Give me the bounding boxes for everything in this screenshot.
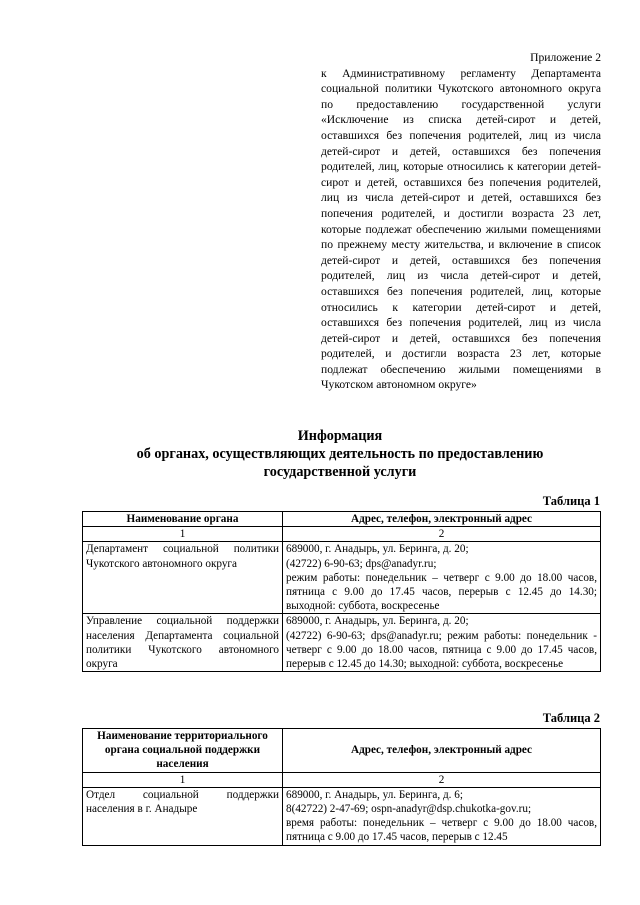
table1-number-row [83,527,601,542]
org-address: 689000, г. Анадырь, ул. Беринга, д. 6; [286,788,463,801]
appendix-header [321,50,601,393]
org-name: Отдел социальной поддержки населения в г. Анадыре [83,787,283,845]
org-address: 689000, г. Анадырь, ул. Беринга, д. 20; [286,615,469,628]
org-hours: режим работы: понедельник – четверг с 9.00 до 18.00 часов, пятница с 9.00 до 17.45 часов, перерыв с 12.45 до 14.30; выходной: суббота, воскресенье [286,571,597,613]
org-name: Департамент социальной политики Чукотского автономного округа [83,542,283,614]
org-address: 689000, г. Анадырь, ул. Беринга, д. 20; [286,543,469,556]
table-row [83,614,601,672]
table2 [82,728,601,846]
title-line-2: об органах, осуществляющих деятельность по предоставлению [136,446,544,462]
org-contacts [283,787,601,845]
table-row [83,787,601,845]
table1-col-number: 1 [83,527,283,542]
org-phone-email: 8(42722) 2-47-69; ospn-anadyr@dsp.chukotka-gov.ru; [286,803,532,816]
table1-header-row [83,512,601,527]
org-hours: время работы: понедельник – четверг с 9.00 до 18.00 часов, пятница с 9.00 до 17.45 часов, перерыв с 12.45 [286,817,597,844]
table2-caption: Таблица 2 [542,711,600,725]
table-row [83,542,601,614]
table2-col-number: 2 [283,772,601,787]
table2-number-row [83,772,601,787]
table2-col-number: 1 [83,772,283,787]
table1-header-address: Адрес, телефон, электронный адрес [283,512,601,527]
org-phone-email: (42722) 6-90-63; dps@anadyr.ru; режим работы: понедельник - четверг с 9.00 до 18.00 часов, пятница с 9.00 до 17.45 часов, перерыв с 12.45 до 14.30; выходной: суббота, воскресенье [286,629,597,671]
table2-header-address: Адрес, телефон, электронный адрес [283,729,601,773]
page-title [70,427,610,481]
org-name: Управление социальной поддержки населения Департамента социальной политики Чукотского автономного округа [83,614,283,672]
title-line-3: государственной услуги [263,464,417,480]
appendix-number: Приложение 2 [530,51,601,64]
appendix-text: к Административному регламенту Департамента социальной политики Чукотского автономного округа по предоставлению государственной услуги «Исключение из списка детей-сирот и детей, оставшихся без попечения родителей, лиц из числа детей-сирот и детей, оставшихся без попечения родителей, лиц, которые относились к категории детей-сирот и детей, оставшихся без попечения родителей, лиц из числа детей-сирот и детей, оставшихся без попечения родителей, и достигли возраста 23 лет, которые подлежат обеспечению жилыми помещениями по прежнему месту жительства, и включение в список детей-сирот и детей, оставшихся без попечения родителей, лиц из числа детей-сирот и детей, оставшихся без попечения родителей, лиц, которые относились к категории детей-сирот и детей, оставшихся без попечения родителей, лиц из числа детей-сирот и детей, оставшихся без попечения родителей, и достигли возраста 23 лет, которые подлежат обеспечению жилыми помещениями в Чукотском автономном округе» [321,66,601,392]
table1-caption: Таблица 1 [542,494,600,508]
table1 [82,511,601,672]
org-phone-email: (42722) 6-90-63; dps@anadyr.ru; [286,557,437,570]
title-line-1: Информация [297,428,383,444]
org-contacts [283,614,601,672]
org-contacts [283,542,601,614]
table2-header-row [83,729,601,773]
table2-header-name: Наименование территориального органа социальной поддержки населения [83,729,283,773]
table1-header-name: Наименование органа [83,512,283,527]
table1-col-number: 2 [283,527,601,542]
